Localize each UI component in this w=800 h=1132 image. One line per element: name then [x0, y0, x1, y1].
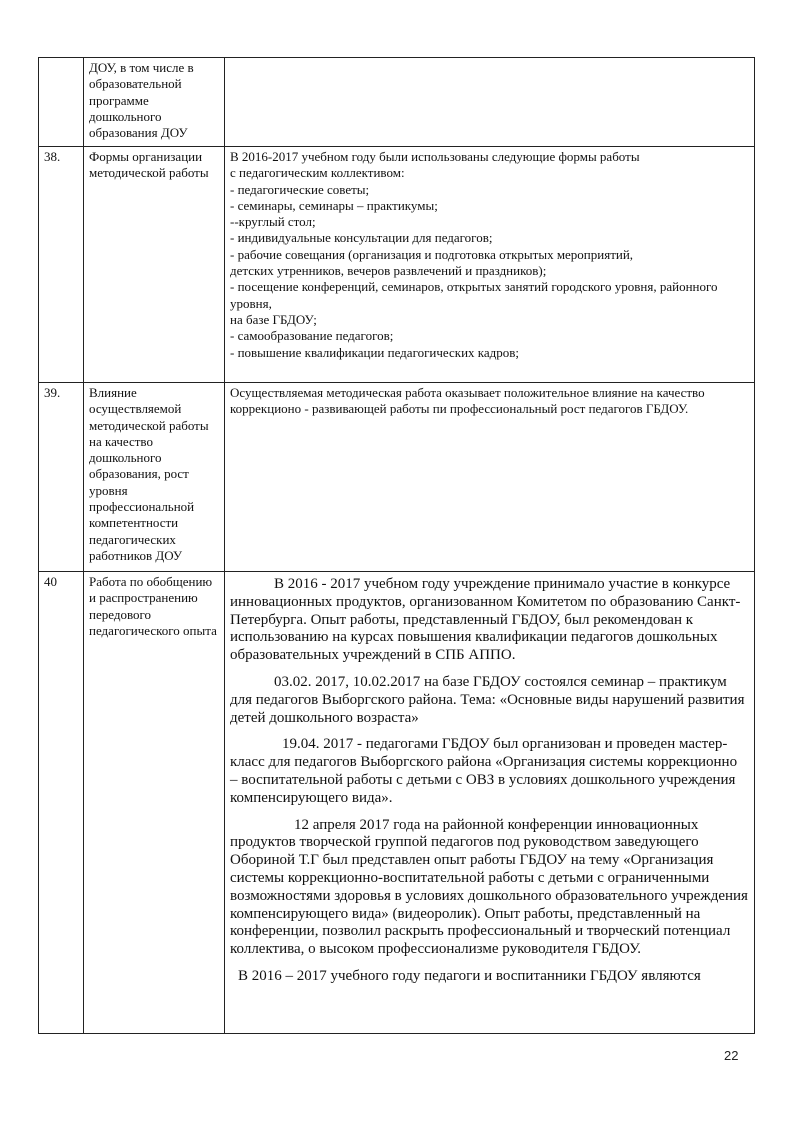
content-paragraph: 03.02. 2017, 10.02.2017 на базе ГБДОУ состоялся семинар – практикум для педагогов Выборгского района. Тема: «Основные виды нарушений развития детей дошкольного возраста» — [230, 673, 745, 726]
content-line: В 2016-2017 учебном году были использованы следующие формы работы — [230, 149, 640, 164]
content-paragraph: Осуществляемая методическая работа оказывает положительное влияние на качество коррекционо - развивающей работы пи профессиональный рост педагогов ГБДОУ. — [230, 385, 705, 417]
content-paragraph: 19.04. 2017 - педагогами ГБДОУ был организован и проведен мастер-класс для педагогов Выборгского района «Организация системы коррекционно – воспитательной работы с детьми с ОВЗ в условиях дошкольного учреждения компенсирующего вида». — [230, 736, 738, 806]
row-content-cell — [225, 147, 755, 383]
report-table — [38, 57, 755, 1034]
content-line: - семинары, семинары – практикумы; — [230, 197, 438, 213]
row-content-cell — [225, 572, 755, 1034]
content-paragraph: В 2016 - 2017 учебном году учреждение принимало участие в конкурсе инновационных продуктов, организованном Комитетом по образованию Санкт-Петербурга. Опыт работы, представленный ГБДОУ, был рекомендован к использованию на курсах повышения квалификации педагогов дошкольных образовательных учреждений в СПБ АППО. — [230, 576, 741, 664]
row-title-cell: Формы организации методической работы — [84, 147, 225, 383]
row-number-cell — [39, 58, 84, 147]
content-paragraph: 12 апреля 2017 года на районной конференции инновационных продуктов творческой группой педагогов под руководством заведующего Обориной Т.Г был представлен опыт работы ГБДОУ на тему «Организация системы коррекционно-воспитательной работы с детьми с ограниченными возможностями здоровья в условиях дошкольного образовательного учреждения компенсирующего вида» (видеоролик). Опыт работы, представленный на конференции, позволил раскрыть профессиональный и творческий потенциал коллектива, о высоком профессионализме руководителя ГБДОУ. — [230, 816, 748, 958]
page-number: 22 — [724, 1048, 739, 1063]
content-line: на базе ГБДОУ; — [230, 311, 317, 327]
row-number-cell: 39. — [39, 383, 84, 572]
row-title-cell: ДОУ, в том числе в образовательной программе дошкольного образования ДОУ — [84, 58, 225, 147]
table-row — [39, 572, 755, 1034]
content-line: - посещение конференций, семинаров, открытых занятий городского уровня, районного уровня, — [230, 279, 718, 311]
table-row — [39, 383, 755, 572]
content-line: - самообразование педагогов; — [230, 328, 394, 344]
content-paragraph: В 2016 – 2017 учебного году педагоги и воспитанники ГБДОУ являются — [238, 967, 701, 984]
content-line: - повышение квалификации педагогических кадров; — [230, 344, 520, 360]
row-content-cell — [225, 383, 755, 572]
content-line: --круглый стол; — [230, 214, 316, 230]
row-content-cell — [225, 58, 755, 147]
table-row — [39, 58, 755, 147]
row-number-cell: 40 — [39, 572, 84, 1034]
content-line: - педагогические советы; — [230, 181, 370, 197]
row-number-cell: 38. — [39, 147, 84, 383]
content-line: - рабочие совещания (организация и подготовка открытых мероприятий, — [230, 246, 634, 262]
row-title-cell: Работа по обобщению и распространению передового педагогического опыта — [84, 572, 225, 1034]
content-line: - индивидуальные консультации для педагогов; — [230, 230, 493, 246]
content-line: с педагогическим коллективом: — [230, 165, 405, 181]
content-line: детских утренников, вечеров развлечений и праздников); — [230, 263, 547, 279]
row-title-cell: Влияние осуществляемой методической работы на качество дошкольного образования, рост уровня профессиональной компетентности педагогических работников ДОУ — [84, 383, 225, 572]
table-row — [39, 147, 755, 383]
